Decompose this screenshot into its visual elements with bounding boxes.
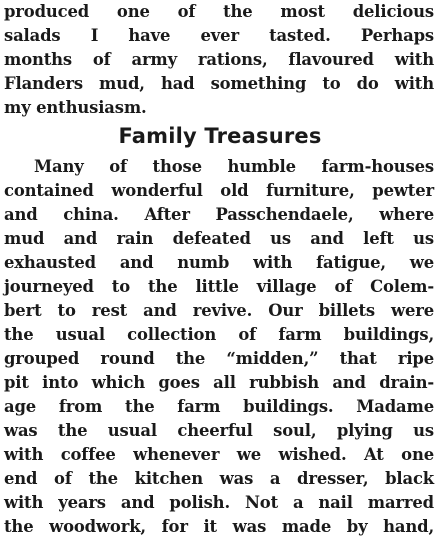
body-text-line: end of the kitchen was a dresser, black [4, 469, 434, 488]
body-text-line: exhausted and numb with fatigue, we [4, 253, 434, 272]
body-text-line: age from the farm buildings. Madame [4, 397, 434, 416]
body-text-line: months of army rations, flavoured with [4, 50, 434, 69]
body-text-line: with years and polish. Not a nail marred [4, 493, 434, 512]
body-text-line: salads I have ever tasted. Perhaps [4, 26, 434, 45]
body-text-line: my enthusiasm. [4, 98, 147, 117]
body-text-line: produced one of the most delicious [4, 2, 434, 21]
body-text-line: was the usual cheerful soul, plying us [4, 421, 434, 440]
body-text-line: the woodwork, for it was made by hand, [4, 517, 434, 536]
section-heading: Family Treasures [118, 124, 322, 148]
body-text-line: contained wonderful old furniture, pewter [4, 181, 434, 200]
body-text-line: Many of those humble farm-houses [34, 157, 434, 176]
body-text-line: pit into which goes all rubbish and drain- [4, 373, 434, 392]
body-text-line: bert to rest and revive. Our billets were [4, 301, 434, 320]
body-text-line: journeyed to the little village of Colem- [4, 277, 434, 296]
body-text-line: with coffee whenever we wished. At one [4, 445, 434, 464]
body-text-line: the usual collection of farm buildings, [4, 325, 434, 344]
body-text-line: mud and rain defeated us and left us [4, 229, 434, 248]
body-text-line: Flanders mud, had something to do with [4, 74, 434, 93]
body-text-line: grouped round the “midden,” that ripe [4, 349, 434, 368]
body-text-line: and china. After Passchendaele, where [4, 205, 434, 224]
